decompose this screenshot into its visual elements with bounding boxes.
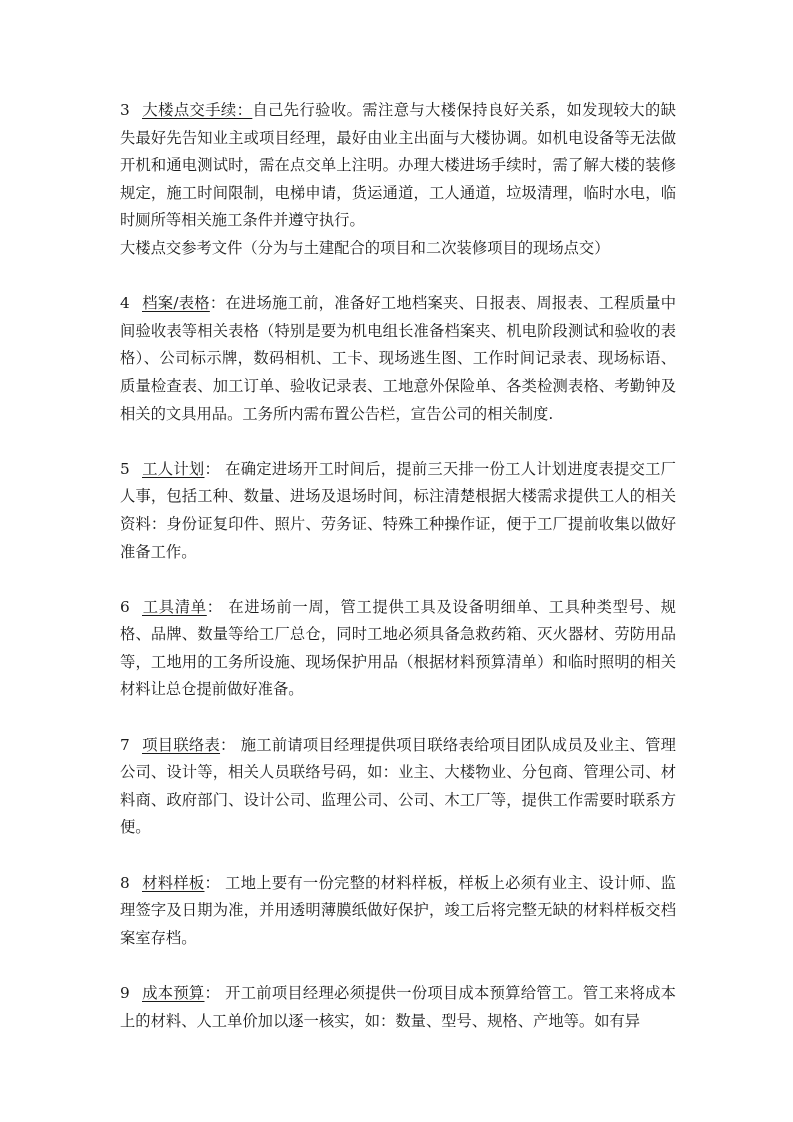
section-heading: 工具清单 bbox=[142, 597, 207, 616]
section-4 bbox=[120, 290, 676, 428]
section-number: 6 bbox=[120, 597, 130, 616]
section-body: ：在进场施工前，准备好工地档案夹、日报表、周报表、工程质量中间验收表等相关表格（特别是要为机电组长准备档案夹、机电阶段测试和验收的表格）、公司标示牌，数码相机、工卡、现场逃生图、工作时间记录表、现场标语、质量检查表、加工订单、验收记录表、工地意外保险单、各类检测表格、考勤钟及相关的文具用品。工务所内需布置公告栏，宣告公司的相关制度. bbox=[120, 294, 676, 423]
section-body: ： 施工前请项目经理提供项目联络表给项目团队成员及业主、管理公司、设计等，相关人员联络号码，如：业主、大楼物业、分包商、管理公司、材料商、政府部门、设计公司、监理公司、公司、木工厂等，提供工作需要时联系方便。 bbox=[120, 735, 676, 837]
section-heading: 大楼点交手续： bbox=[142, 101, 253, 119]
section-number: 5 bbox=[120, 459, 130, 478]
section-9 bbox=[120, 980, 676, 1035]
reference-note-text: 大楼点交参考文件（分为与土建配合的项目和二次装修项目的现场点交） bbox=[120, 238, 610, 257]
section-heading: 工人计划 bbox=[142, 459, 205, 478]
section-number: 4 bbox=[120, 294, 130, 313]
section-body: 自己先行验收。需注意与大楼保持良好关系，如发现较大的缺失最好先告知业主或项目经理，最好由业主出面与大楼协调。如机电设备等无法做开机和通电测试时，需在点交单上注明。办理大楼进场手续时，需了解大楼的装修规定，施工时间限制，电梯申请，货运通道，工人通道，垃圾清理，临时水电，临时厕所等相关施工条件并遵守执行。 bbox=[120, 101, 676, 230]
section-number: 9 bbox=[120, 984, 130, 1002]
section-heading: 项目联络表 bbox=[142, 735, 221, 754]
section-number: 7 bbox=[120, 735, 130, 754]
section-number: 3 bbox=[120, 101, 130, 119]
section-3 bbox=[120, 97, 676, 235]
section-heading: 材料样板 bbox=[142, 873, 205, 892]
section-body: ： 开工前项目经理必须提供一份项目成本预算给管工。管工来将成本上的材料、人工单价加以逐一核实，如：数量、型号、规格、产地等。如有异 bbox=[120, 984, 676, 1030]
section-number: 8 bbox=[120, 873, 130, 892]
section-body: ： 工地上要有一份完整的材料样板，样板上必须有业主、设计师、监理签字及日期为准，并用透明薄膜纸做好保护，竣工后将完整无缺的材料样板交档案室存档。 bbox=[120, 873, 676, 947]
section-body: ： 在确定进场开工时间后，提前三天排一份工人计划进度表提交工厂人事，包括工种、数量、进场及退场时间，标注清楚根据大楼需求提供工人的相关资料：身份证复印件、照片、劳务证、特殊工种操作证，便于工厂提前收集以做好准备工作。 bbox=[120, 459, 676, 561]
reference-note bbox=[120, 235, 676, 263]
section-heading: 成本预算 bbox=[142, 984, 205, 1002]
section-6 bbox=[120, 594, 676, 704]
section-body: ： 在进场前一周，管工提供工具及设备明细单、工具种类型号、规格、品牌、数量等给工厂总仓，同时工地必须具备急救药箱、灭火器材、劳防用品等，工地用的工务所设施、现场保护用品（根据材料预算清单）和临时照明的相关材料让总仓提前做好准备。 bbox=[120, 597, 676, 699]
section-5 bbox=[120, 456, 676, 566]
section-7 bbox=[120, 732, 676, 842]
section-heading: 档案/表格 bbox=[142, 294, 210, 313]
section-8 bbox=[120, 870, 676, 953]
document-body bbox=[120, 97, 676, 1035]
